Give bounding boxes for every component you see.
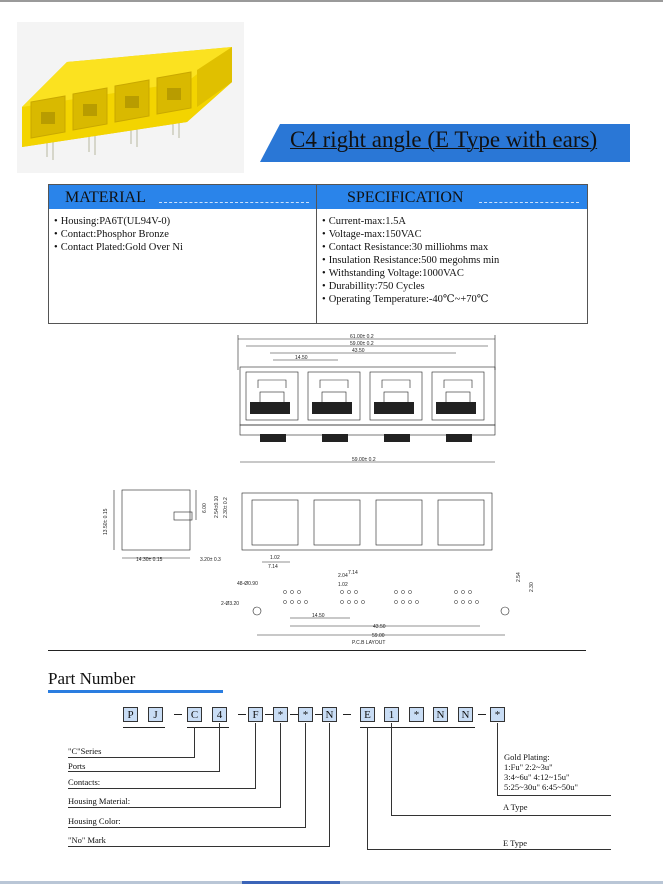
label-a-type: A Type (503, 802, 528, 812)
dim-d1: 6.00 (202, 503, 208, 513)
part-number-underline (48, 690, 223, 693)
pcb-dim-d: 2.54 (516, 572, 522, 582)
section-divider (48, 650, 586, 651)
code-box: C (187, 707, 202, 722)
label-e-type: E Type (503, 838, 528, 848)
code-separator (343, 714, 351, 715)
dim-inner: 59.00± 0.2 (350, 341, 374, 347)
leader-line (68, 827, 306, 828)
dim-tab: 3.20± 0.3 (200, 557, 221, 563)
pcb-dim-e: 2.30 (529, 582, 535, 592)
list-item: • Withstanding Voltage:1000VAC (322, 267, 499, 280)
gold-plating-title: Gold Plating: (504, 752, 550, 762)
code-underline (360, 727, 475, 728)
gold-plating-line: 5:25~30u" 6:45~50u" (504, 782, 578, 792)
page-title: C4 right angle (E Type with ears) (290, 127, 598, 152)
dim-pitch: 14.50 (295, 355, 308, 361)
list-item: • Contact Plated:Gold Over Ni (54, 241, 183, 254)
product-photo (17, 22, 244, 173)
leader-line (497, 723, 498, 795)
dim-overall: 61.00± 0.2 (350, 334, 374, 340)
code-separator (238, 714, 246, 715)
specification-list (322, 215, 499, 306)
leader-line (68, 757, 195, 758)
material-list (54, 215, 183, 254)
list-item: • Housing:PA6T(UL94V-0) (54, 215, 183, 228)
label-contacts: Contacts: (68, 777, 101, 787)
dim-pin-span: 7.14 (268, 564, 278, 570)
code-box: * (490, 707, 505, 722)
code-box: * (273, 707, 288, 722)
leader-line (68, 771, 220, 772)
leader-line (255, 723, 256, 788)
list-item: • Insulation Resistance:500 megohms min (322, 254, 499, 267)
leader-line (68, 788, 256, 789)
pcb-caption: P.C.B LAYOUT (352, 640, 386, 646)
code-box: N (322, 707, 337, 722)
heading-dashes (159, 202, 309, 203)
pcb-dim-c: 7.14 (348, 570, 358, 576)
list-item: • Current-max:1.5A (322, 215, 499, 228)
code-box: F (248, 707, 263, 722)
leader-line (367, 727, 368, 849)
code-box: N (458, 707, 473, 722)
label-housing-color: Housing Color: (68, 816, 121, 826)
pcb-pitch: 14.50 (312, 613, 325, 619)
label-housing-material: Housing Material: (68, 796, 131, 806)
list-item: • Contact:Phosphor Bronze (54, 228, 183, 241)
code-box: 1 (384, 707, 399, 722)
pcb-holes-large: 2-Ø3.20 (221, 601, 240, 607)
code-box: E (360, 707, 375, 722)
dim-depth: 14.30± 0.15 (136, 557, 163, 563)
leader-line (367, 849, 611, 850)
leader-line (219, 723, 220, 771)
leader-line (280, 723, 281, 807)
code-underline (123, 727, 165, 728)
pcb-span: 43.50 (373, 624, 386, 630)
code-box: * (409, 707, 424, 722)
leader-line (68, 846, 330, 847)
gold-plating-line: 1:Fu" 2:2~3u" (504, 762, 553, 772)
dim-base: 59.00± 0.2 (352, 457, 376, 463)
pcb-dim-a: 2.04 (338, 573, 348, 579)
technical-drawings (100, 330, 560, 650)
code-box: J (148, 707, 163, 722)
label-series: "C"Series (68, 746, 102, 756)
leader-line (305, 723, 306, 827)
dim-d3: 2.30± 0.2 (223, 497, 229, 518)
specification-heading-text: SPECIFICATION (347, 189, 464, 206)
label-ports: Ports (68, 761, 86, 771)
code-box: N (433, 707, 448, 722)
leader-line (194, 727, 195, 757)
pcb-dim-b: 1.02 (338, 582, 348, 588)
leader-line (391, 723, 392, 815)
dim-pin-pitch: 1.02 (270, 555, 280, 561)
leader-line (329, 723, 330, 846)
pcb-holes-small: 48-Ø0.90 (237, 581, 258, 587)
part-number-title: Part Number (48, 669, 136, 688)
list-item: • Contact Resistance:30 milliohms max (322, 241, 499, 254)
pcb-total: 59.00 (372, 633, 385, 639)
dim-span: 43.50 (352, 348, 365, 354)
top-frame-line (0, 0, 663, 2)
code-separator (478, 714, 486, 715)
label-no-mark: "No" Mark (68, 835, 106, 845)
code-separator (265, 714, 273, 715)
heading-dashes (479, 202, 579, 203)
dim-d2: 2.54±0.10 (214, 495, 220, 518)
list-item: • Voltage-max:150VAC (322, 228, 499, 241)
material-heading-text: MATERIAL (65, 189, 146, 206)
gold-plating-line: 3:4~6u" 4:12~15u" (504, 772, 570, 782)
material-heading (49, 185, 316, 209)
code-separator (174, 714, 182, 715)
code-box: 4 (212, 707, 227, 722)
specification-heading (317, 185, 587, 209)
list-item: • Operating Temperature:-40℃~+70℃ (322, 293, 499, 306)
table-divider (316, 185, 317, 323)
code-box: P (123, 707, 138, 722)
leader-line (391, 815, 611, 816)
dim-height: 13.50± 0.15 (103, 508, 109, 535)
leader-line (68, 807, 281, 808)
title-banner (260, 124, 630, 162)
code-box: * (298, 707, 313, 722)
leader-line (497, 795, 611, 796)
material-spec-table (48, 184, 588, 324)
code-separator (290, 714, 298, 715)
list-item: • Durabillity:750 Cycles (322, 280, 499, 293)
